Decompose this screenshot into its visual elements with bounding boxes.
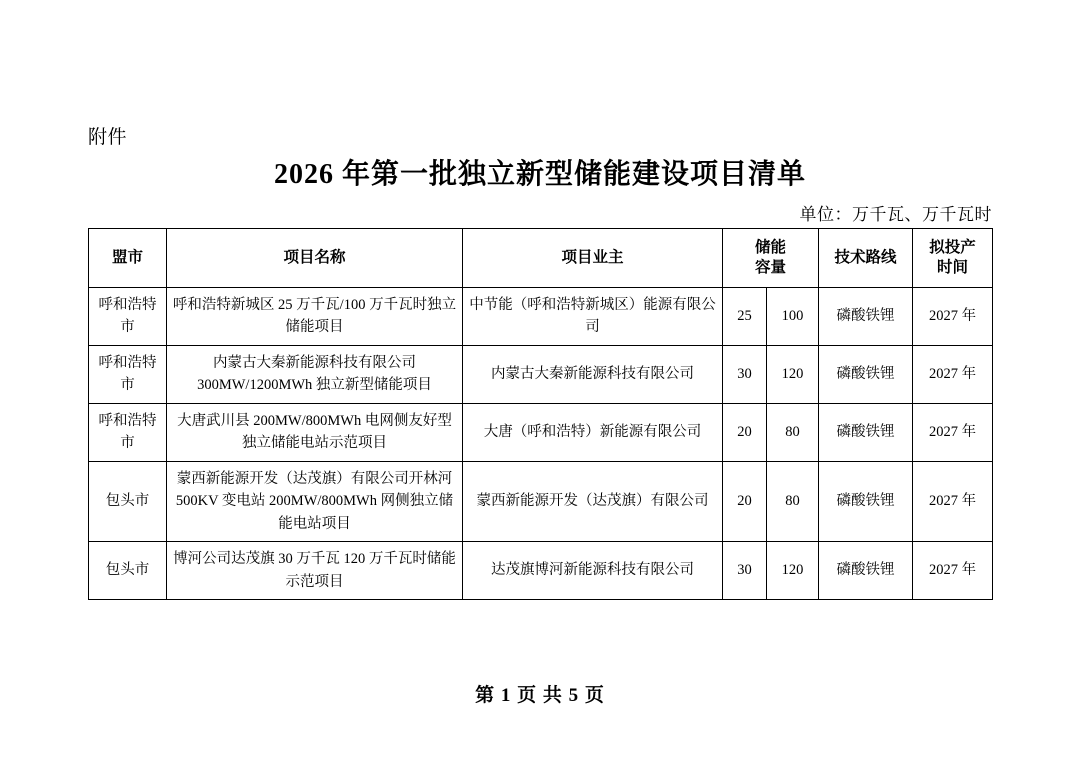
header-capacity-line2: 容量 <box>755 259 787 276</box>
header-date-line1: 拟投产 <box>929 238 976 256</box>
cell-energy: 80 <box>767 461 819 541</box>
cell-date: 2027 年 <box>913 403 993 461</box>
cell-energy: 80 <box>767 403 819 461</box>
cell-project-name: 蒙西新能源开发（达茂旗）有限公司开林河 500KV 变电站 200MW/800MWh 网侧独立储能电站项目 <box>167 461 463 541</box>
page-footer: 第 1 页 共 5 页 <box>475 685 605 706</box>
cell-date: 2027 年 <box>913 542 993 600</box>
page-title: 2026 年第一批独立新型储能建设项目清单 <box>273 159 806 190</box>
header-city: 盟市 <box>89 229 167 288</box>
project-list-table <box>88 228 993 600</box>
header-project-owner: 项目业主 <box>463 229 723 288</box>
cell-date: 2027 年 <box>913 288 993 346</box>
cell-tech: 磷酸铁锂 <box>819 288 913 346</box>
cell-project-name: 内蒙古大秦新能源科技有限公司 300MW/1200MWh 独立新型储能项目 <box>167 345 463 403</box>
header-tech-route: 技术路线 <box>819 229 913 288</box>
header-date-line2: 时间 <box>937 259 969 276</box>
cell-project-owner: 蒙西新能源开发（达茂旗）有限公司 <box>463 461 723 541</box>
cell-project-owner: 内蒙古大秦新能源科技有限公司 <box>463 345 723 403</box>
cell-tech: 磷酸铁锂 <box>819 403 913 461</box>
table-row <box>89 403 993 461</box>
table-row <box>89 461 993 541</box>
header-project-name: 项目名称 <box>167 229 463 288</box>
cell-power: 20 <box>723 461 767 541</box>
header-capacity-line1: 储能 <box>755 238 787 256</box>
cell-energy: 120 <box>767 542 819 600</box>
table-row <box>89 288 993 346</box>
table-row <box>89 345 993 403</box>
cell-power: 30 <box>723 542 767 600</box>
cell-city: 呼和浩特市 <box>89 345 167 403</box>
cell-power: 25 <box>723 288 767 346</box>
unit-note: 单位：万千瓦、万千瓦时 <box>799 205 992 224</box>
header-capacity <box>723 229 819 288</box>
table-header-row <box>89 229 993 288</box>
header-date <box>913 229 993 288</box>
cell-date: 2027 年 <box>913 345 993 403</box>
cell-city: 包头市 <box>89 461 167 541</box>
cell-city: 呼和浩特市 <box>89 403 167 461</box>
cell-power: 30 <box>723 345 767 403</box>
cell-city: 包头市 <box>89 542 167 600</box>
cell-project-owner: 中节能（呼和浩特新城区）能源有限公司 <box>463 288 723 346</box>
cell-tech: 磷酸铁锂 <box>819 461 913 541</box>
cell-city: 呼和浩特市 <box>89 288 167 346</box>
attachment-label: 附件 <box>88 127 128 148</box>
cell-date: 2027 年 <box>913 461 993 541</box>
cell-project-name: 呼和浩特新城区 25 万千瓦/100 万千瓦时独立储能项目 <box>167 288 463 346</box>
cell-project-owner: 大唐（呼和浩特）新能源有限公司 <box>463 403 723 461</box>
cell-energy: 100 <box>767 288 819 346</box>
cell-tech: 磷酸铁锂 <box>819 542 913 600</box>
table-row <box>89 542 993 600</box>
cell-tech: 磷酸铁锂 <box>819 345 913 403</box>
cell-project-owner: 达茂旗博河新能源科技有限公司 <box>463 542 723 600</box>
cell-power: 20 <box>723 403 767 461</box>
cell-project-name: 博河公司达茂旗 30 万千瓦 120 万千瓦时储能示范项目 <box>167 542 463 600</box>
cell-project-name: 大唐武川县 200MW/800MWh 电网侧友好型独立储能电站示范项目 <box>167 403 463 461</box>
cell-energy: 120 <box>767 345 819 403</box>
